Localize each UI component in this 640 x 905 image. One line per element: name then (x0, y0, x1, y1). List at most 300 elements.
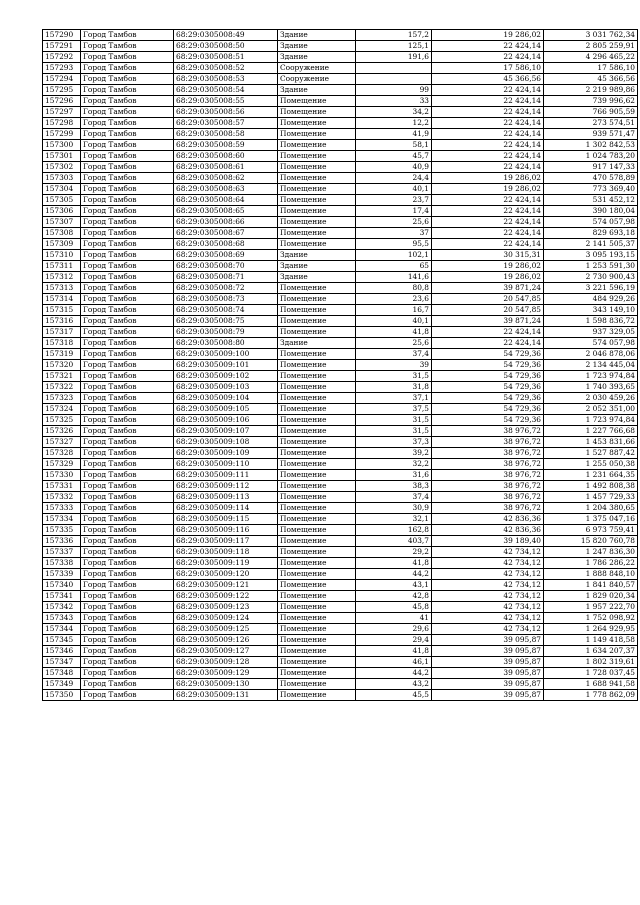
row-number-cell: 157302 (43, 162, 81, 173)
cadastral-number-cell: 68:29:0305009:100 (174, 349, 278, 360)
cadastral-value-cell: 829 693,18 (544, 228, 638, 239)
table-row (43, 481, 638, 492)
table-row (43, 646, 638, 657)
area-cell: 41,8 (356, 327, 432, 338)
cadastral-value-cell: 531 452,12 (544, 195, 638, 206)
specific-value-cell: 22 424,14 (432, 338, 544, 349)
cadastral-value-cell: 1 723 974,84 (544, 415, 638, 426)
object-type-cell: Помещение (278, 393, 356, 404)
area-cell: 39,2 (356, 448, 432, 459)
cadastral-number-cell: 68:29:0305008:66 (174, 217, 278, 228)
specific-value-cell: 42 734,12 (432, 558, 544, 569)
cadastral-value-cell: 739 996,62 (544, 96, 638, 107)
specific-value-cell: 54 729,36 (432, 349, 544, 360)
municipality-cell: Город Тамбов (81, 107, 174, 118)
area-cell: 31,6 (356, 470, 432, 481)
area-cell: 41,9 (356, 129, 432, 140)
object-type-cell: Помещение (278, 415, 356, 426)
cadastral-value-cell: 937 329,05 (544, 327, 638, 338)
municipality-cell: Город Тамбов (81, 657, 174, 668)
cadastral-value-cell: 1 453 831,66 (544, 437, 638, 448)
municipality-cell: Город Тамбов (81, 96, 174, 107)
municipality-cell: Город Тамбов (81, 470, 174, 481)
specific-value-cell: 39 095,87 (432, 679, 544, 690)
municipality-cell: Город Тамбов (81, 437, 174, 448)
area-cell: 32,1 (356, 514, 432, 525)
row-number-cell: 157349 (43, 679, 81, 690)
table-row (43, 536, 638, 547)
object-type-cell: Здание (278, 41, 356, 52)
municipality-cell: Город Тамбов (81, 338, 174, 349)
municipality-cell: Город Тамбов (81, 404, 174, 415)
area-cell: 29,4 (356, 635, 432, 646)
row-number-cell: 157310 (43, 250, 81, 261)
municipality-cell: Город Тамбов (81, 349, 174, 360)
cadastral-value-cell: 773 369,40 (544, 184, 638, 195)
object-type-cell: Помещение (278, 580, 356, 591)
row-number-cell: 157300 (43, 140, 81, 151)
cadastral-value-cell: 1 204 380,65 (544, 503, 638, 514)
cadastral-number-cell: 68:29:0305009:117 (174, 536, 278, 547)
table-row (43, 206, 638, 217)
cadastral-value-cell: 15 820 760,78 (544, 536, 638, 547)
area-cell: 37,4 (356, 492, 432, 503)
specific-value-cell: 22 424,14 (432, 52, 544, 63)
row-number-cell: 157332 (43, 492, 81, 503)
row-number-cell: 157346 (43, 646, 81, 657)
cadastral-number-cell: 68:29:0305009:106 (174, 415, 278, 426)
area-cell: 31,5 (356, 426, 432, 437)
cadastral-number-cell: 68:29:0305008:67 (174, 228, 278, 239)
row-number-cell: 157309 (43, 239, 81, 250)
municipality-cell: Город Тамбов (81, 481, 174, 492)
object-type-cell: Здание (278, 30, 356, 41)
object-type-cell: Помещение (278, 668, 356, 679)
object-type-cell: Здание (278, 338, 356, 349)
row-number-cell: 157317 (43, 327, 81, 338)
specific-value-cell: 38 976,72 (432, 503, 544, 514)
table-row (43, 118, 638, 129)
object-type-cell: Помещение (278, 140, 356, 151)
area-cell: 45,5 (356, 690, 432, 701)
specific-value-cell: 39 871,24 (432, 283, 544, 294)
municipality-cell: Город Тамбов (81, 591, 174, 602)
area-cell: 141,6 (356, 272, 432, 283)
cadastral-value-cell: 1 149 418,58 (544, 635, 638, 646)
cadastral-value-cell: 2 730 900,43 (544, 272, 638, 283)
table-row (43, 624, 638, 635)
table-row (43, 459, 638, 470)
table-row (43, 525, 638, 536)
area-cell: 25,6 (356, 217, 432, 228)
row-number-cell: 157324 (43, 404, 81, 415)
object-type-cell: Помещение (278, 679, 356, 690)
row-number-cell: 157315 (43, 305, 81, 316)
cadastral-number-cell: 68:29:0305009:129 (174, 668, 278, 679)
object-type-cell: Помещение (278, 404, 356, 415)
specific-value-cell: 38 976,72 (432, 426, 544, 437)
cadastral-value-cell: 1 752 098,92 (544, 613, 638, 624)
object-type-cell: Сооружение (278, 74, 356, 85)
table-body (43, 30, 638, 701)
cadastral-number-cell: 68:29:0305009:118 (174, 547, 278, 558)
object-type-cell: Помещение (278, 96, 356, 107)
cadastral-number-cell: 68:29:0305009:130 (174, 679, 278, 690)
table-row (43, 591, 638, 602)
cadastral-value-cell: 766 905,59 (544, 107, 638, 118)
cadastral-value-cell: 273 574,51 (544, 118, 638, 129)
area-cell: 41,8 (356, 558, 432, 569)
cadastral-number-cell: 68:29:0305009:126 (174, 635, 278, 646)
cadastral-number-cell: 68:29:0305008:57 (174, 118, 278, 129)
row-number-cell: 157321 (43, 371, 81, 382)
cadastral-number-cell: 68:29:0305009:109 (174, 448, 278, 459)
municipality-cell: Город Тамбов (81, 613, 174, 624)
row-number-cell: 157299 (43, 129, 81, 140)
area-cell: 40,1 (356, 184, 432, 195)
specific-value-cell: 42 734,12 (432, 569, 544, 580)
area-cell: 46,1 (356, 657, 432, 668)
cadastral-number-cell: 68:29:0305008:52 (174, 63, 278, 74)
cadastral-number-cell: 68:29:0305009:121 (174, 580, 278, 591)
table-row (43, 41, 638, 52)
municipality-cell: Город Тамбов (81, 74, 174, 85)
cadastral-value-cell: 1 253 591,30 (544, 261, 638, 272)
cadastral-value-cell: 2 805 259,91 (544, 41, 638, 52)
cadastral-value-cell: 1 634 207,37 (544, 646, 638, 657)
object-type-cell: Помещение (278, 305, 356, 316)
row-number-cell: 157316 (43, 316, 81, 327)
area-cell: 31,8 (356, 382, 432, 393)
object-type-cell: Помещение (278, 492, 356, 503)
specific-value-cell: 39 095,87 (432, 635, 544, 646)
table-row (43, 404, 638, 415)
cadastral-number-cell: 68:29:0305009:104 (174, 393, 278, 404)
object-type-cell: Помещение (278, 283, 356, 294)
row-number-cell: 157296 (43, 96, 81, 107)
object-type-cell: Помещение (278, 569, 356, 580)
cadastral-value-cell: 1 598 836,72 (544, 316, 638, 327)
object-type-cell: Помещение (278, 437, 356, 448)
specific-value-cell: 42 734,12 (432, 547, 544, 558)
object-type-cell: Помещение (278, 624, 356, 635)
cadastral-number-cell: 68:29:0305009:131 (174, 690, 278, 701)
table-row (43, 635, 638, 646)
area-cell: 37,1 (356, 393, 432, 404)
cadastral-number-cell: 68:29:0305009:101 (174, 360, 278, 371)
table-row (43, 63, 638, 74)
cadastral-value-cell: 574 057,98 (544, 338, 638, 349)
object-type-cell: Помещение (278, 481, 356, 492)
object-type-cell: Помещение (278, 371, 356, 382)
municipality-cell: Город Тамбов (81, 162, 174, 173)
cadastral-number-cell: 68:29:0305008:79 (174, 327, 278, 338)
cadastral-value-cell: 1 740 393,65 (544, 382, 638, 393)
object-type-cell: Помещение (278, 118, 356, 129)
object-type-cell: Помещение (278, 525, 356, 536)
area-cell: 157,2 (356, 30, 432, 41)
cadastral-number-cell: 68:29:0305009:107 (174, 426, 278, 437)
cadastral-number-cell: 68:29:0305008:73 (174, 294, 278, 305)
table-row (43, 668, 638, 679)
area-cell: 403,7 (356, 536, 432, 547)
specific-value-cell: 54 729,36 (432, 393, 544, 404)
table-row (43, 657, 638, 668)
table-row (43, 30, 638, 41)
municipality-cell: Город Тамбов (81, 679, 174, 690)
row-number-cell: 157350 (43, 690, 81, 701)
cadastral-value-cell: 45 366,56 (544, 74, 638, 85)
table-row (43, 228, 638, 239)
specific-value-cell: 22 424,14 (432, 162, 544, 173)
cadastral-value-cell: 2 134 445,04 (544, 360, 638, 371)
cadastral-number-cell: 68:29:0305009:114 (174, 503, 278, 514)
table-row (43, 613, 638, 624)
area-cell: 16,7 (356, 305, 432, 316)
area-cell: 33 (356, 96, 432, 107)
cadastral-value-cell: 6 973 759,41 (544, 525, 638, 536)
object-type-cell: Помещение (278, 602, 356, 613)
row-number-cell: 157291 (43, 41, 81, 52)
area-cell: 23,6 (356, 294, 432, 305)
row-number-cell: 157322 (43, 382, 81, 393)
row-number-cell: 157290 (43, 30, 81, 41)
specific-value-cell: 38 976,72 (432, 470, 544, 481)
cadastral-number-cell: 68:29:0305008:58 (174, 129, 278, 140)
row-number-cell: 157343 (43, 613, 81, 624)
row-number-cell: 157337 (43, 547, 81, 558)
cadastral-value-cell: 1 802 319,61 (544, 657, 638, 668)
municipality-cell: Город Тамбов (81, 602, 174, 613)
area-cell: 43,2 (356, 679, 432, 690)
area-cell: 80,8 (356, 283, 432, 294)
municipality-cell: Город Тамбов (81, 690, 174, 701)
row-number-cell: 157330 (43, 470, 81, 481)
area-cell: 45,7 (356, 151, 432, 162)
specific-value-cell: 20 547,85 (432, 305, 544, 316)
row-number-cell: 157292 (43, 52, 81, 63)
row-number-cell: 157333 (43, 503, 81, 514)
specific-value-cell: 39 871,24 (432, 316, 544, 327)
row-number-cell: 157311 (43, 261, 81, 272)
specific-value-cell: 54 729,36 (432, 360, 544, 371)
municipality-cell: Город Тамбов (81, 448, 174, 459)
row-number-cell: 157314 (43, 294, 81, 305)
table-row (43, 448, 638, 459)
cadastral-value-cell: 1 778 862,09 (544, 690, 638, 701)
table-row (43, 580, 638, 591)
table-row (43, 470, 638, 481)
object-type-cell: Помещение (278, 547, 356, 558)
row-number-cell: 157307 (43, 217, 81, 228)
specific-value-cell: 42 734,12 (432, 602, 544, 613)
table-row (43, 569, 638, 580)
object-type-cell: Помещение (278, 558, 356, 569)
area-cell: 17,4 (356, 206, 432, 217)
specific-value-cell: 22 424,14 (432, 228, 544, 239)
row-number-cell: 157318 (43, 338, 81, 349)
cadastral-number-cell: 68:29:0305008:51 (174, 52, 278, 63)
object-type-cell: Помещение (278, 591, 356, 602)
row-number-cell: 157304 (43, 184, 81, 195)
cadastral-number-cell: 68:29:0305009:122 (174, 591, 278, 602)
object-type-cell: Помещение (278, 173, 356, 184)
cadastral-number-cell: 68:29:0305008:75 (174, 316, 278, 327)
municipality-cell: Город Тамбов (81, 184, 174, 195)
table-row (43, 294, 638, 305)
table-row (43, 173, 638, 184)
specific-value-cell: 22 424,14 (432, 107, 544, 118)
municipality-cell: Город Тамбов (81, 206, 174, 217)
object-type-cell: Помещение (278, 514, 356, 525)
specific-value-cell: 19 286,02 (432, 272, 544, 283)
table-row (43, 349, 638, 360)
specific-value-cell: 39 095,87 (432, 657, 544, 668)
cadastral-value-cell: 2 052 351,00 (544, 404, 638, 415)
specific-value-cell: 54 729,36 (432, 415, 544, 426)
area-cell: 95,5 (356, 239, 432, 250)
municipality-cell: Город Тамбов (81, 415, 174, 426)
specific-value-cell: 39 095,87 (432, 690, 544, 701)
specific-value-cell: 22 424,14 (432, 217, 544, 228)
cadastral-value-cell: 1 688 941,58 (544, 679, 638, 690)
cadastral-value-cell: 1 728 037,45 (544, 668, 638, 679)
table-row (43, 602, 638, 613)
object-type-cell: Помещение (278, 107, 356, 118)
municipality-cell: Город Тамбов (81, 261, 174, 272)
municipality-cell: Город Тамбов (81, 514, 174, 525)
cadastral-number-cell: 68:29:0305009:102 (174, 371, 278, 382)
specific-value-cell: 39 189,40 (432, 536, 544, 547)
specific-value-cell: 38 976,72 (432, 437, 544, 448)
cadastral-number-cell: 68:29:0305008:60 (174, 151, 278, 162)
cadastral-value-cell: 1 957 222,70 (544, 602, 638, 613)
object-type-cell: Помещение (278, 470, 356, 481)
area-cell: 12,2 (356, 118, 432, 129)
table-row (43, 272, 638, 283)
municipality-cell: Город Тамбов (81, 668, 174, 679)
specific-value-cell: 42 734,12 (432, 580, 544, 591)
row-number-cell: 157338 (43, 558, 81, 569)
specific-value-cell: 42 734,12 (432, 624, 544, 635)
area-cell: 41 (356, 613, 432, 624)
area-cell: 37 (356, 228, 432, 239)
row-number-cell: 157328 (43, 448, 81, 459)
cadastral-number-cell: 68:29:0305009:111 (174, 470, 278, 481)
municipality-cell: Город Тамбов (81, 393, 174, 404)
area-cell: 25,6 (356, 338, 432, 349)
row-number-cell: 157341 (43, 591, 81, 602)
specific-value-cell: 45 366,56 (432, 74, 544, 85)
cadastral-number-cell: 68:29:0305009:119 (174, 558, 278, 569)
municipality-cell: Город Тамбов (81, 558, 174, 569)
specific-value-cell: 22 424,14 (432, 140, 544, 151)
specific-value-cell: 19 286,02 (432, 173, 544, 184)
table-row (43, 129, 638, 140)
row-number-cell: 157298 (43, 118, 81, 129)
table-row (43, 107, 638, 118)
area-cell: 42,8 (356, 591, 432, 602)
specific-value-cell: 39 095,87 (432, 646, 544, 657)
municipality-cell: Город Тамбов (81, 536, 174, 547)
cadastral-number-cell: 68:29:0305009:110 (174, 459, 278, 470)
table-row (43, 382, 638, 393)
row-number-cell: 157294 (43, 74, 81, 85)
municipality-cell: Город Тамбов (81, 294, 174, 305)
cadastral-value-cell: 1 492 808,38 (544, 481, 638, 492)
table-row (43, 415, 638, 426)
municipality-cell: Город Тамбов (81, 151, 174, 162)
table-row (43, 393, 638, 404)
municipality-cell: Город Тамбов (81, 118, 174, 129)
area-cell: 99 (356, 85, 432, 96)
object-type-cell: Помещение (278, 349, 356, 360)
cadastral-number-cell: 68:29:0305009:115 (174, 514, 278, 525)
area-cell: 191,6 (356, 52, 432, 63)
object-type-cell: Помещение (278, 635, 356, 646)
cadastral-value-cell: 2 219 989,86 (544, 85, 638, 96)
object-type-cell: Помещение (278, 294, 356, 305)
row-number-cell: 157345 (43, 635, 81, 646)
specific-value-cell: 19 286,02 (432, 261, 544, 272)
object-type-cell: Помещение (278, 162, 356, 173)
table-row (43, 85, 638, 96)
cadastral-number-cell: 68:29:0305008:56 (174, 107, 278, 118)
table-row (43, 162, 638, 173)
table-row (43, 151, 638, 162)
cadastral-value-cell: 17 586,10 (544, 63, 638, 74)
cadastral-number-cell: 68:29:0305008:62 (174, 173, 278, 184)
area-cell: 29,6 (356, 624, 432, 635)
row-number-cell: 157319 (43, 349, 81, 360)
specific-value-cell: 54 729,36 (432, 371, 544, 382)
row-number-cell: 157334 (43, 514, 81, 525)
cadastral-number-cell: 68:29:0305009:116 (174, 525, 278, 536)
area-cell: 65 (356, 261, 432, 272)
specific-value-cell: 42 734,12 (432, 591, 544, 602)
area-cell: 162,8 (356, 525, 432, 536)
object-type-cell: Помещение (278, 690, 356, 701)
cadastral-number-cell: 68:29:0305008:72 (174, 283, 278, 294)
area-cell: 38,3 (356, 481, 432, 492)
municipality-cell: Город Тамбов (81, 382, 174, 393)
area-cell: 43,1 (356, 580, 432, 591)
cadastral-value-cell: 1 888 848,10 (544, 569, 638, 580)
table-row (43, 371, 638, 382)
cadastral-number-cell: 68:29:0305009:108 (174, 437, 278, 448)
object-type-cell: Помещение (278, 228, 356, 239)
area-cell: 37,5 (356, 404, 432, 415)
cadastral-number-cell: 68:29:0305008:49 (174, 30, 278, 41)
cadastral-number-cell: 68:29:0305009:113 (174, 492, 278, 503)
area-cell: 44,2 (356, 569, 432, 580)
municipality-cell: Город Тамбов (81, 85, 174, 96)
table-row (43, 338, 638, 349)
cadastral-value-cell: 939 571,47 (544, 129, 638, 140)
object-type-cell: Помещение (278, 503, 356, 514)
area-cell: 29,2 (356, 547, 432, 558)
specific-value-cell: 54 729,36 (432, 404, 544, 415)
row-number-cell: 157320 (43, 360, 81, 371)
row-number-cell: 157327 (43, 437, 81, 448)
cadastral-number-cell: 68:29:0305008:80 (174, 338, 278, 349)
row-number-cell: 157301 (43, 151, 81, 162)
row-number-cell: 157326 (43, 426, 81, 437)
table-row (43, 250, 638, 261)
specific-value-cell: 22 424,14 (432, 239, 544, 250)
cadastral-value-cell: 2 030 459,26 (544, 393, 638, 404)
area-cell: 31,5 (356, 371, 432, 382)
